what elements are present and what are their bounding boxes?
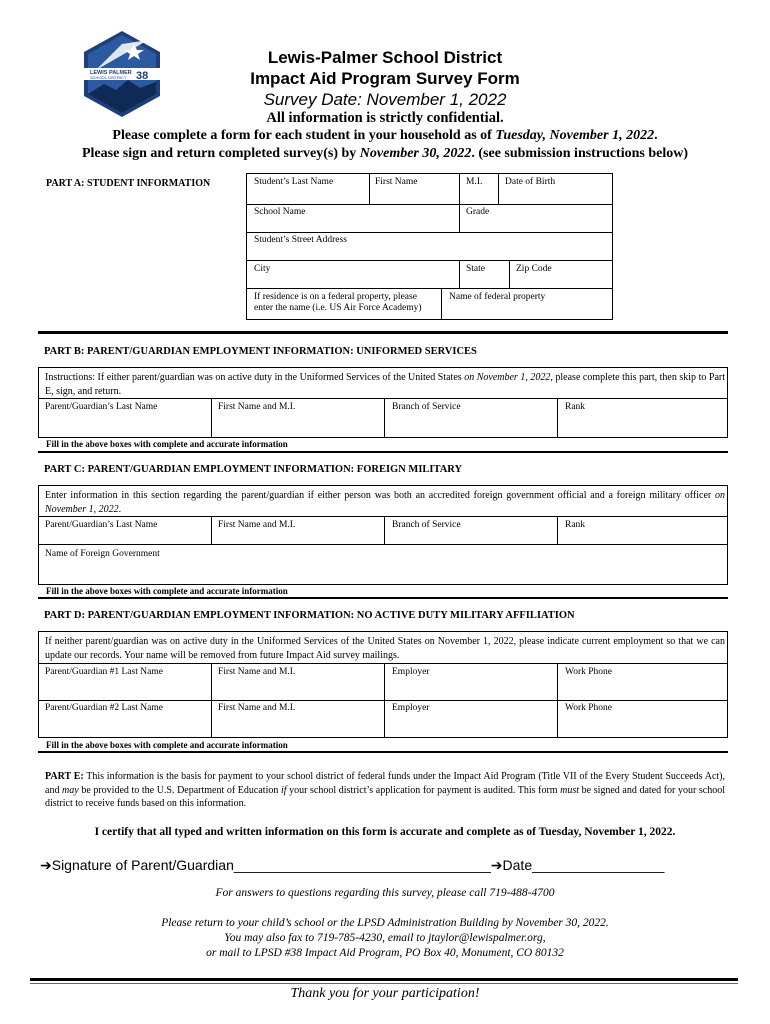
part-b-instructions: Instructions: If either parent/guardian was on active duty in the Uniformed Services of the United States on November 1, 2022, please complete this part, then skip to Part E, sign, and return. (45, 372, 725, 397)
logo-line1: LEWIS PALMER (90, 70, 132, 76)
student-last-name-field[interactable]: Student’s Last Name (254, 177, 334, 187)
instruction-line-1: Please complete a form for each student in your household as of Tuesday, November 1, 2022. (112, 128, 658, 143)
confidential-note: All information is strictly confidential. (266, 110, 504, 126)
arrow-icon: ➔ (490, 857, 503, 873)
part-d-fill-note: Fill in the above boxes with complete and accurate information (46, 740, 288, 750)
certification-statement: I certify that all typed and written information on this form is accurate and complete as of Tuesday, November 1, 2022. (94, 826, 676, 838)
date-field: Date_________________ (502, 857, 665, 873)
b-parent-last-name-field[interactable]: Parent/Guardian’s Last Name (45, 402, 158, 412)
student-dob-field[interactable]: Date of Birth (505, 177, 556, 187)
b-branch-field[interactable]: Branch of Service (392, 402, 461, 412)
p1-last-name-field[interactable]: Parent/Guardian #1 Last Name (45, 667, 163, 677)
part-e-text: PART E: This information is the basis for payment to your school district of federal funds under the Impact Aid Program (Title VII of the Every Student Succeeds Act), and may be provided to the U.S. Department of Education if your school district’s application for payment is audited. This form must be signed and dated for your school district to receive funds based on this information. (45, 771, 726, 809)
federal-property-field[interactable]: Name of federal property (449, 292, 546, 302)
p2-first-name-field[interactable]: First Name and M.I. (218, 703, 296, 713)
divider (38, 597, 728, 599)
p2-last-name-field[interactable]: Parent/Guardian #2 Last Name (45, 703, 163, 713)
return-line-2: You may also fax to 719-785-4230, email to jtaylor@lewispalmer.org, (224, 932, 546, 944)
part-c-instructions: Enter information in this section regarding the parent/guardian if either person was both an accredited foreign government official and a foreign military officer on November 1, 2022. (45, 490, 725, 515)
c-first-name-field[interactable]: First Name and M.I. (218, 520, 296, 530)
thank-you-note: Thank you for your participation! (290, 986, 480, 1001)
part-a-title: PART A: STUDENT INFORMATION (46, 178, 211, 189)
footer-divider (30, 978, 738, 981)
part-d-title: PART D: PARENT/GUARDIAN EMPLOYMENT INFORMATION: NO ACTIVE DUTY MILITARY AFFILIATION (44, 610, 575, 621)
school-name-field[interactable]: School Name (254, 207, 306, 217)
c-parent-last-name-field[interactable]: Parent/Guardian’s Last Name (45, 520, 158, 530)
questions-note: For answers to questions regarding this survey, please call 719-488-4700 (215, 887, 555, 899)
street-address-field[interactable]: Student’s Street Address (254, 235, 347, 245)
c-rank-field[interactable]: Rank (565, 520, 586, 530)
b-rank-field[interactable]: Rank (565, 402, 586, 412)
federal-property-note: If residence is on a federal property, please enter the name (i.e. US Air Force Academy) (254, 292, 422, 313)
state-field[interactable]: State (466, 264, 485, 274)
divider (38, 451, 728, 453)
foreign-government-field[interactable]: Name of Foreign Government (45, 549, 160, 559)
city-field[interactable]: City (254, 264, 271, 274)
grade-field[interactable]: Grade (466, 207, 490, 217)
divider (38, 331, 728, 334)
c-branch-field[interactable]: Branch of Service (392, 520, 461, 530)
logo-line2: SCHOOL DISTRICT (90, 75, 127, 80)
student-mi-field[interactable]: M.I. (466, 177, 483, 187)
p2-work-phone-field[interactable]: Work Phone (565, 703, 612, 713)
p2-employer-field[interactable]: Employer (392, 703, 430, 713)
district-title: Lewis-Palmer School District (267, 48, 503, 67)
b-first-name-field[interactable]: First Name and M.I. (218, 402, 296, 412)
p1-employer-field[interactable]: Employer (392, 667, 430, 677)
divider (38, 751, 728, 753)
student-first-name-field[interactable]: First Name (375, 177, 418, 187)
zip-field[interactable]: Zip Code (516, 264, 552, 274)
form-title: Impact Aid Program Survey Form (250, 69, 520, 88)
instruction-line-2: Please sign and return completed survey(s) by November 30, 2022. (see submission instructions below) (81, 146, 689, 161)
arrow-icon: ➔ (40, 857, 52, 873)
survey-date: Survey Date: November 1, 2022 (263, 90, 507, 109)
p1-first-name-field[interactable]: First Name and M.I. (218, 667, 296, 677)
part-b-title: PART B: PARENT/GUARDIAN EMPLOYMENT INFORMATION: UNIFORMED SERVICES (44, 346, 477, 357)
part-c-title: PART C: PARENT/GUARDIAN EMPLOYMENT INFORMATION: FOREIGN MILITARY (44, 464, 463, 475)
logo-number: 38 (136, 70, 149, 82)
part-d-instructions: If neither parent/guardian was on active duty in the Uniformed Services of the United States on November 1, 2022, please indicate current employment so that we can update our records. Your name will be removed from future Impact Aid survey mailings. (45, 636, 725, 661)
p1-work-phone-field[interactable]: Work Phone (565, 667, 612, 677)
part-b-fill-note: Fill in the above boxes with complete and accurate information (46, 439, 288, 449)
part-c-fill-note: Fill in the above boxes with complete and accurate information (46, 586, 288, 596)
return-line-3: or mail to LPSD #38 Impact Aid Program, PO Box 40, Monument, CO 80132 (206, 947, 564, 959)
signature-line[interactable]: ➔Signature of Parent/Guardian_________________________________➔Date_________________ (40, 857, 665, 873)
return-line-1: Please return to your child’s school or the LPSD Administration Building by November 30, 2022. (161, 917, 609, 929)
